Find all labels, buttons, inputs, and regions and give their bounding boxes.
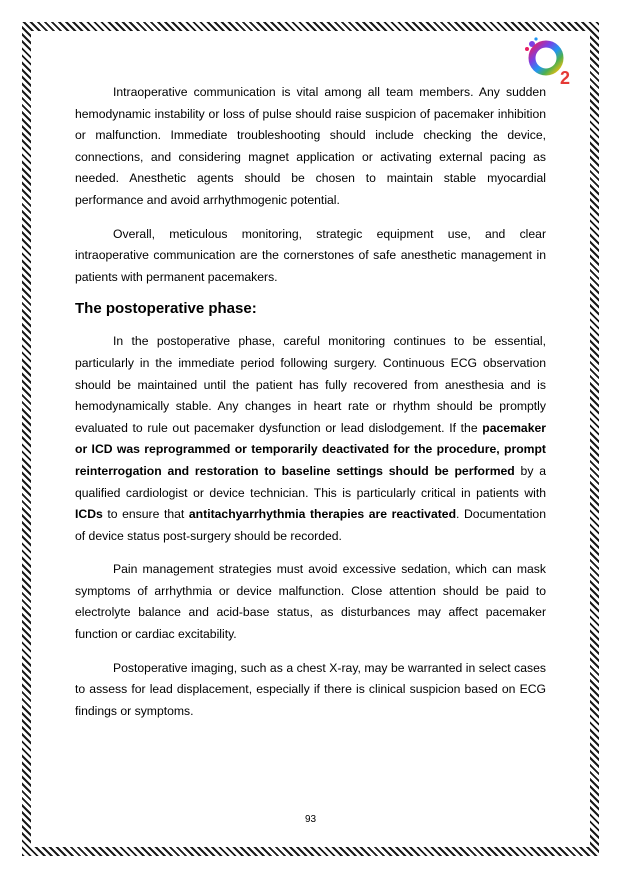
text-run: to ensure that [102,507,189,522]
paragraph-pain-management: Pain management strategies must avoid excessive sedation, which can mask symptoms of arrhythmia or device malfunction. Close attention should be paid to electrolyte balance and acid-base status, as disturbances may affect pacemaker function or cardiac excitability. [75,562,546,642]
page-number: 93 [304,814,317,825]
svg-text:2: 2 [560,68,571,88]
paragraph-postoperative-monitoring [75,331,546,547]
paragraph-intraoperative-communication: Intraoperative communication is vital among all team members. Any sudden hemodynamic instability or loss of pulse should raise suspicion of pacemaker inhibition or malfunction. Immediate troubleshooting should include checking the device, connections, and considering magnet application or activating external pacing as needed. Anesthetic agents should be chosen to maintain stable myocardial performance and avoid arrhythmogenic potential. [75,85,546,207]
section-heading: The postoperative phase: [75,300,257,318]
bold-text-run: pacemaker or ICD was reprogrammed or temporarily deactivated for the procedure, prompt reinterrogation and restoration to baseline settings should be performed [75,420,546,478]
bold-text-run: ICDs [75,507,103,522]
text-run: by a qualified cardiologist or device technician. This is particularly critical in patients with [75,463,546,500]
o2-logo-icon [522,36,578,88]
text-run: In the postoperative phase, careful monitoring continues to be essential, particularly in the immediate period following surgery. Continuous ECG observation should be maintained until the patient has fully recovered from anesthesia and is hemodynamically stable. Any changes in heart rate or rhythm should be promptly evaluated to rule out pacemaker dysfunction or lead dislodgement. If the [75,334,546,435]
page-content [75,82,546,734]
text-run: . Documentation of device status post-surgery should be recorded. [75,507,546,543]
paragraph-overall-summary: Overall, meticulous monitoring, strategic equipment use, and clear intraoperative communication are the cornerstones of safe anesthetic management in patients with permanent pacemakers. [75,226,546,284]
paragraph-postoperative-imaging: Postoperative imaging, such as a chest X-ray, may be warranted in select cases to assess for lead displacement, especially if there is clinical suspicion based on ECG findings or symptoms. [75,660,546,718]
bold-text-run: antitachyarrhythmia therapies are reactivated [188,507,457,522]
